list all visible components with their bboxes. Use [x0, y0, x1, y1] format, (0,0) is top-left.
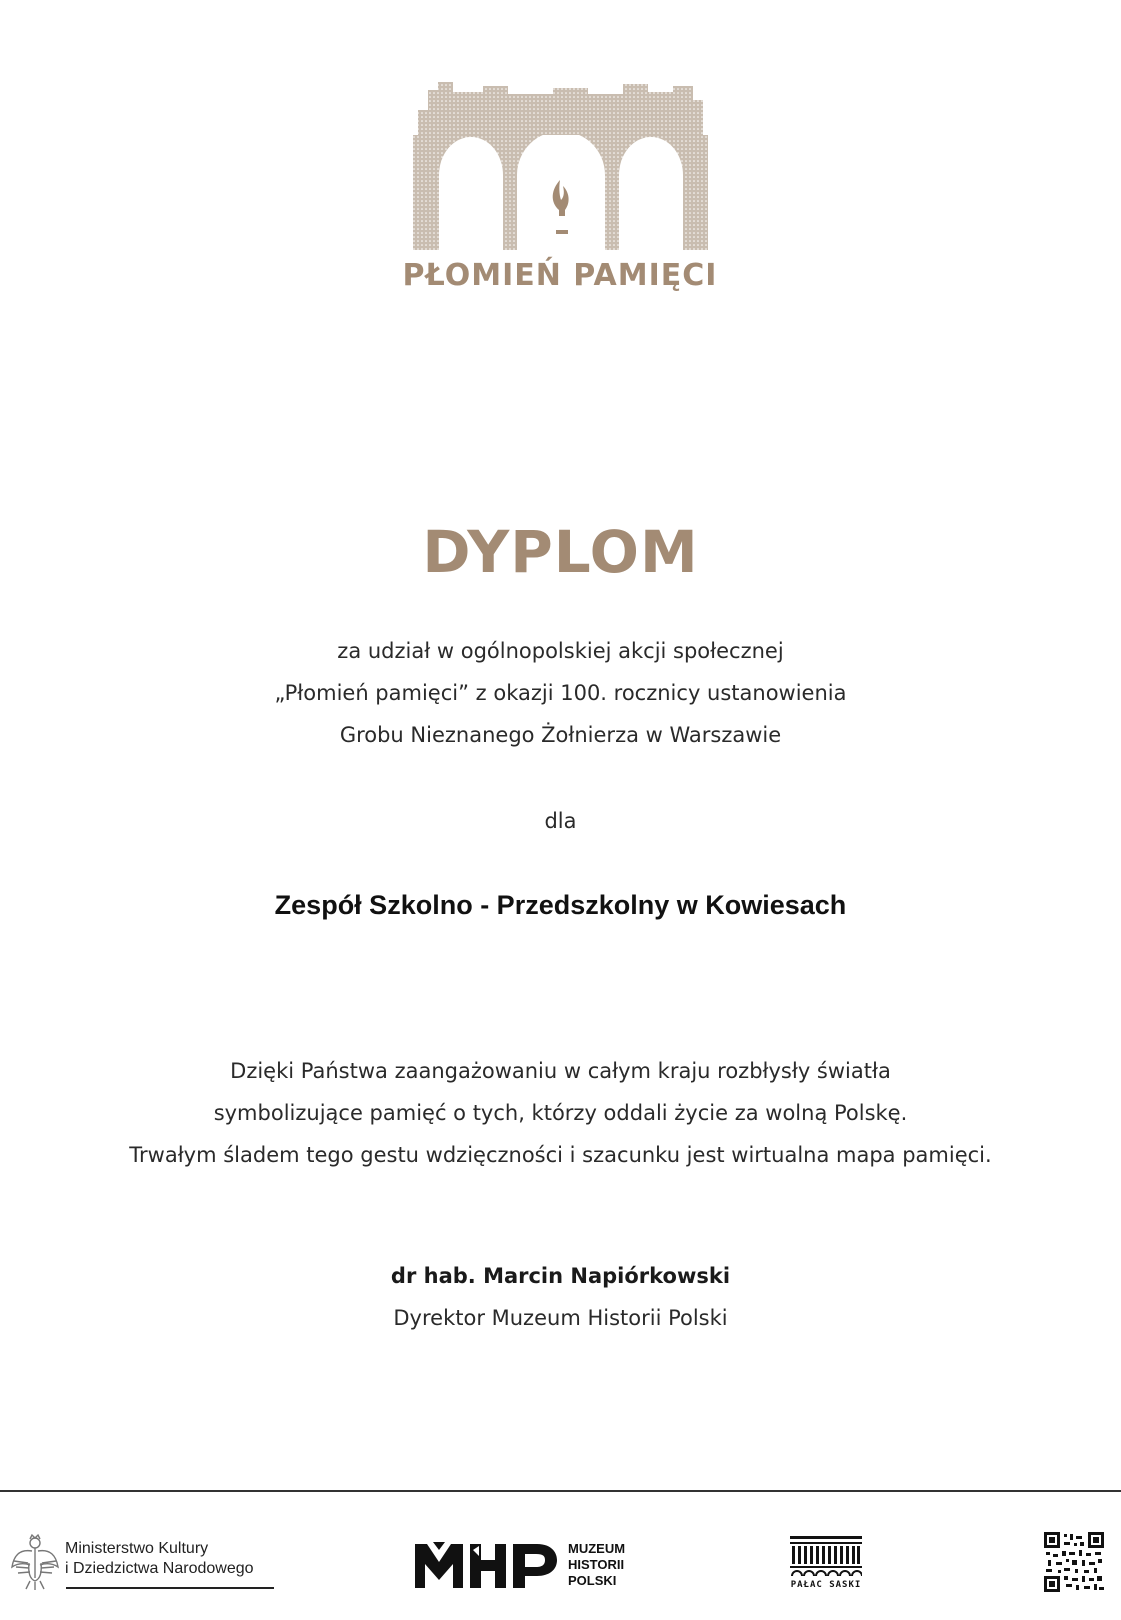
ministry-line: i Dziedzictwa Narodowego [65, 1560, 254, 1577]
footer-divider [0, 1490, 1121, 1492]
museum-logo [415, 1540, 645, 1590]
logo-title: PŁOMIEŃ PAMIĘCI [402, 258, 718, 293]
qr-code-icon[interactable] [1044, 1532, 1104, 1592]
ministry-underline [66, 1587, 274, 1589]
signer-role: Dyrektor Muzeum Historii Polski [393, 1306, 728, 1330]
eagle-emblem-icon [10, 1533, 60, 1591]
arches-flame-icon [413, 80, 708, 250]
mhp-logo-icon [415, 1540, 560, 1590]
diploma-title: DYPLOM [422, 518, 699, 586]
reason-line: „Płomień pamięci” z okazji 100. rocznicy ustanowienia [274, 681, 847, 705]
museum-line: MUZEUM [568, 1541, 626, 1556]
museum-line: POLSKI [568, 1573, 617, 1588]
ministry-line: Ministerstwo Kultury [65, 1540, 209, 1557]
thanks-text [0, 1050, 1121, 1176]
thanks-line: Dzięki Państwa zaangażowaniu w całym kraju rozbłysły światła [230, 1059, 891, 1083]
reason-text [0, 630, 1121, 756]
reason-line: Grobu Nieznanego Żołnierza w Warszawie [339, 723, 782, 747]
thanks-line: Trwałym śladem tego gestu wdzięczności i szacunku jest wirtualna mapa pamięci. [129, 1143, 992, 1167]
plomien-pamieci-logo [395, 80, 725, 310]
recipient-name: Zespół Szkolno - Przedszkolny w Kowiesach [274, 890, 847, 920]
museum-line: HISTORII [568, 1557, 625, 1572]
signer-name: dr hab. Marcin Napiórkowski [390, 1264, 731, 1288]
ministry-logo [10, 1533, 280, 1593]
palace-columns-icon [790, 1536, 862, 1576]
thanks-line: symbolizujące pamięć o tych, którzy oddali życie za wolną Polskę. [213, 1101, 908, 1125]
palace-label: PAŁAC SASKI [790, 1580, 862, 1590]
for-word: dla [544, 809, 577, 833]
palace-logo [788, 1536, 864, 1594]
reason-line: za udział w ogólnopolskiej akcji społecznej [337, 639, 784, 663]
